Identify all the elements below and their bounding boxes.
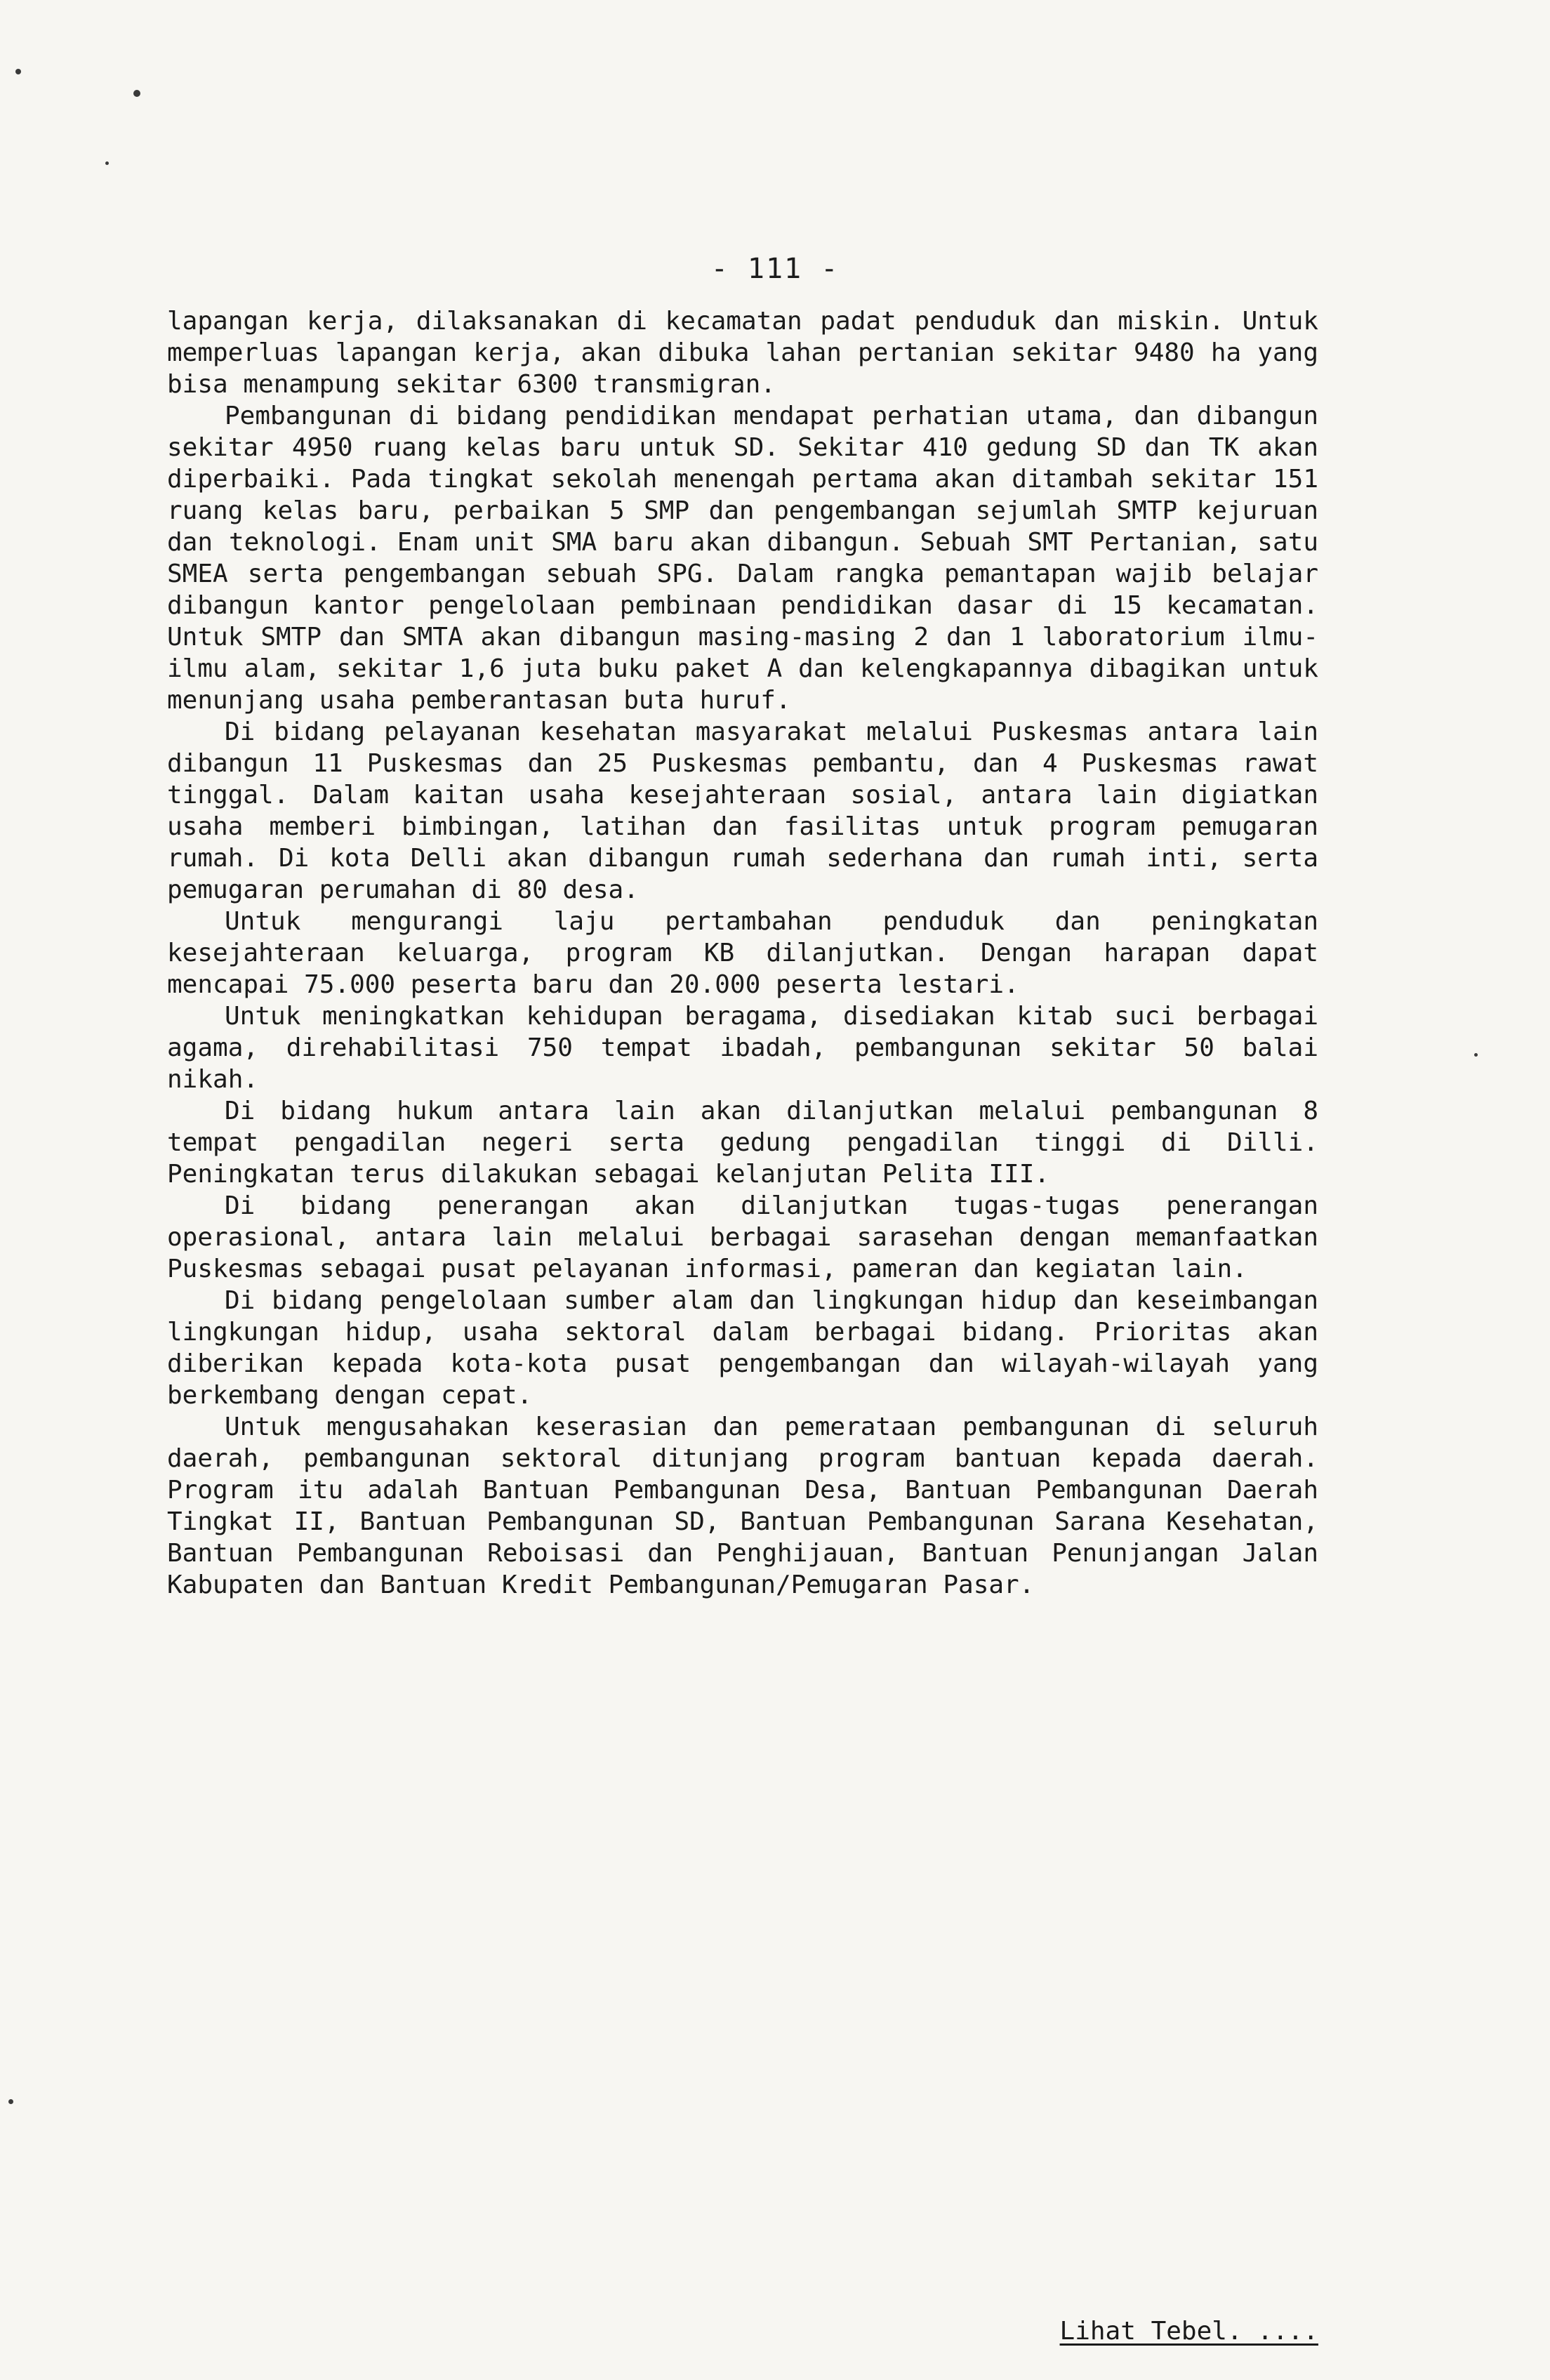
continuation-note: Lihat Tebel. .... [1059,2317,1318,2346]
scan-speck [8,2099,13,2104]
paragraph-health: Di bidang pelayanan kesehatan masyarakat melalui Puskesmas antara lain dibangun 11 Puskesmas dan 25 Puskesmas pembantu, dan 4 Puskesmas rawat tinggal. Dalam kaitan usaha kesejahteraan sosial, antara lain digiatkan usaha memberi bimbingan, latihan dan fasilitas untuk program pemugaran rumah. Di kota Delli akan dibangun rumah sederhana dan rumah inti, serta pemugaran perumahan di 80 desa. [167,718,1318,904]
paragraph-environment: Di bidang pengelolaan sumber alam dan lingkungan hidup dan keseimbangan lingkungan hidup, usaha sektoral dalam berbagai bidang. Prioritas akan diberikan kepada kota-kota pusat pengembangan dan wilayah-wilayah yang berkembang dengan cepat. [167,1286,1318,1410]
paragraph-regional-aid: Untuk mengusahakan keserasian dan pemerataan pembangunan di seluruh daerah, pembangunan sektoral ditunjang program bantuan kepada daerah. Program itu adalah Bantuan Pembangunan Desa, Bantuan Pembangunan Daerah Tingkat II, Bantuan Pembangunan SD, Bantuan Pembangunan Sarana Kesehatan, Bantuan Pembangunan Reboisasi dan Penghijauan, Bantuan Penunjangan Jalan Kabupaten dan Bantuan Kredit Pembangunan/Pemugaran Pasar. [167,1413,1318,1599]
paragraph-family-planning: Untuk mengurangi laju pertambahan penduduk dan peningkatan kesejahteraan keluarga, program KB dilanjutkan. Dengan harapan dapat mencapai 75.000 peserta baru dan 20.000 peserta lestari. [167,907,1318,999]
paragraph-religion: Untuk meningkatkan kehidupan beragama, disediakan kitab suci berbagai agama, direhabilitasi 750 tempat ibadah, pembangunan sekitar 50 balai nikah. [167,1002,1318,1094]
scan-speck [133,90,140,97]
page-number: - 111 - [710,253,840,285]
scan-speck [15,69,21,74]
paragraph-information: Di bidang penerangan akan dilanjutkan tugas-tugas penerangan operasional, antara lain melalui berbagai sarasehan dengan memanfaatkan Puskesmas sebagai pusat pelayanan informasi, pameran dan kegiatan lain. [167,1191,1318,1283]
paragraph-law: Di bidang hukum antara lain akan dilanjutkan melalui pembangunan 8 tempat pengadilan negeri serta gedung pengadilan tinggi di Dilli. Peningkatan terus dilakukan sebagai kelanjutan Pelita III. [167,1097,1318,1189]
body-text [167,305,1318,1601]
scan-speck [105,161,109,165]
scan-speck [1474,1053,1478,1057]
paragraph-employment: lapangan kerja, dilaksanakan di kecamatan padat penduduk dan miskin. Untuk memperluas lapangan kerja, akan dibuka lahan pertanian sekitar 9480 ha yang bisa menampung sekitar 6300 transmigran. [167,307,1318,399]
paragraph-education: Pembangunan di bidang pendidikan mendapat perhatian utama, dan dibangun sekitar 4950 ruang kelas baru untuk SD. Sekitar 410 gedung SD dan TK akan diperbaiki. Pada tingkat sekolah menengah pertama akan ditambah sekitar 151 ruang kelas baru, perbaikan 5 SMP dan pengembangan sejumlah SMTP kejuruan dan teknologi. Enam unit SMA baru akan dibangun. Sebuah SMT Pertanian, satu SMEA serta pengembangan sebuah SPG. Dalam rangka pemantapan wajib belajar dibangun kantor pengelolaan pembinaan pendidikan dasar di 15 kecamatan. Untuk SMTP dan SMTA akan dibangun masing-masing 2 dan 1 laboratorium ilmu-ilmu alam, sekitar 1,6 juta buku paket A dan kelengkapannya dibagikan untuk menunjang usaha pemberantasan buta huruf. [167,402,1318,715]
